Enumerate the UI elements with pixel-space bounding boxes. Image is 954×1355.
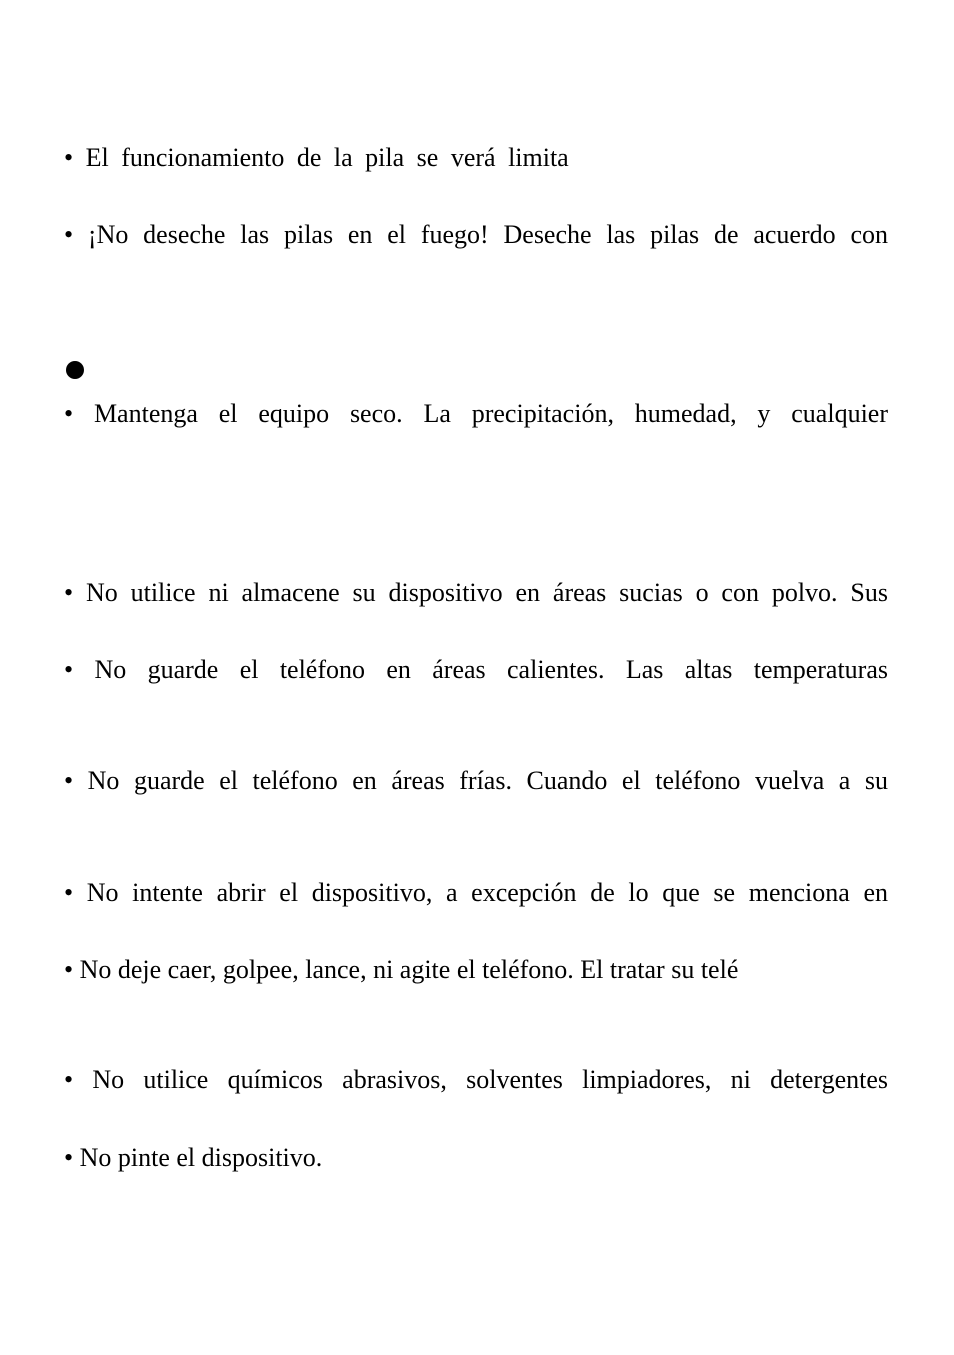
bullet-line-battery-performance: • El funcionamiento de la pila se verá limita [64, 143, 569, 172]
bullet-line-cold-areas: • No guarde el teléfono en áreas frías. Cuando el teléfono vuelva a su [64, 766, 888, 795]
bullet-line-keep-dry: • Mantenga el equipo seco. La precipitación, humedad, y cualquier [64, 399, 888, 428]
bullet-line-hot-areas: • No guarde el teléfono en áreas calientes. Las altas temperaturas [64, 655, 888, 684]
bullet-line-do-not-paint: • No pinte el dispositivo. [64, 1143, 323, 1172]
bullet-line-battery-disposal: • ¡No deseche las pilas en el fuego! Deseche las pilas de acuerdo con [64, 220, 888, 249]
bullet-line-dusty-areas: • No utilice ni almacene su dispositivo en áreas sucias o con polvo. Sus [64, 578, 888, 607]
bullet-line-do-not-open: • No intente abrir el dispositivo, a excepción de lo que se menciona en [64, 878, 888, 907]
bullet-line-do-not-drop: • No deje caer, golpee, lance, ni agite el teléfono. El tratar su telé [64, 955, 739, 984]
bullet-line-no-chemicals: • No utilice químicos abrasivos, solventes limpiadores, ni detergentes [64, 1065, 888, 1094]
section-bullet-icon [66, 361, 84, 379]
